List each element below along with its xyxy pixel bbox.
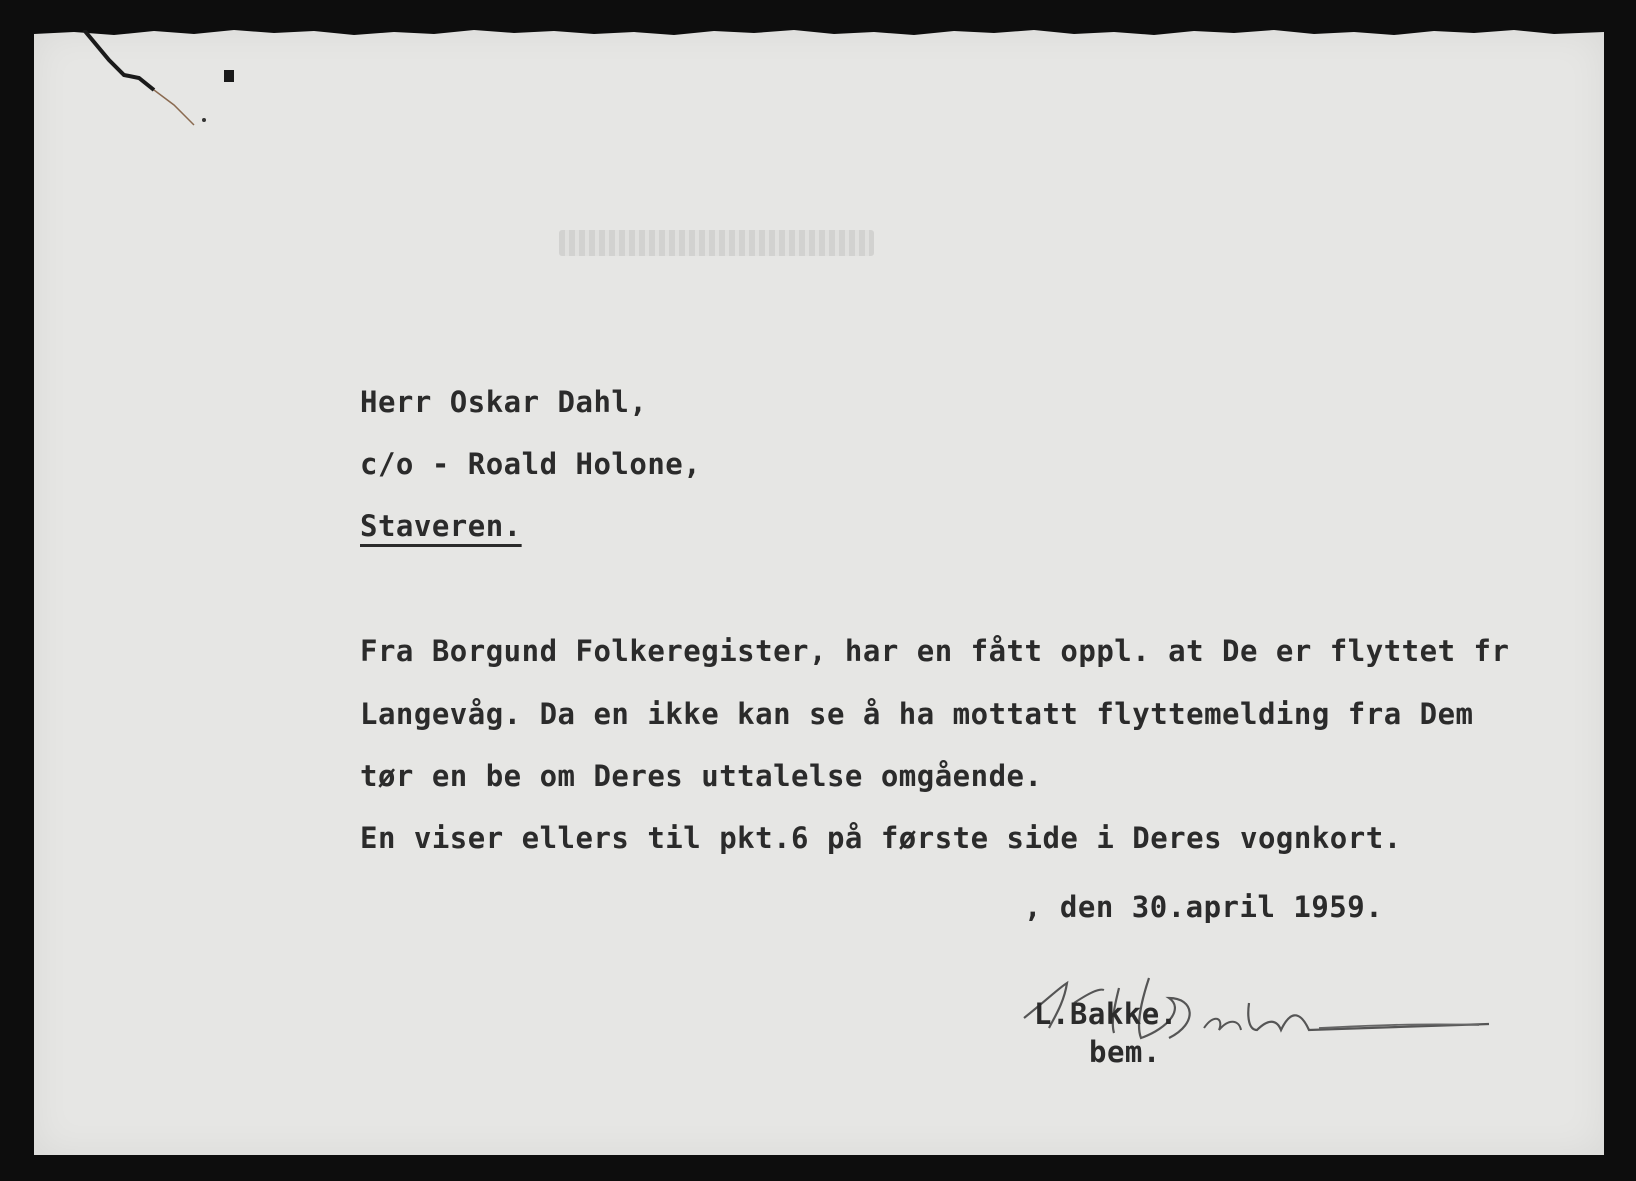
- signer-note: bem.: [1089, 1035, 1161, 1069]
- date-line: , den 30.april 1959.: [1024, 890, 1384, 924]
- body-line-1: Fra Borgund Folkeregister, har en fått oppl. at De er flyttet fr: [360, 634, 1510, 668]
- body-line-4: En viser ellers til pkt.6 på første side i Deres vognkort.: [360, 821, 1402, 855]
- signer-name: L.Bakke.: [1034, 997, 1178, 1031]
- faded-stamp: [559, 230, 874, 256]
- recipient-name: Herr Oskar Dahl,: [360, 385, 648, 419]
- recipient-care-of: c/o - Roald Holone,: [360, 447, 702, 481]
- recipient-place: Staveren.: [360, 509, 522, 543]
- torn-corner-mark: [64, 30, 244, 140]
- body-line-2: Langevåg. Da en ikke kan se å ha mottatt flyttemelding fra Dem: [360, 697, 1474, 731]
- letter-page: [34, 30, 1604, 1155]
- torn-edge: [34, 30, 1604, 40]
- body-line-3: tør en be om Deres uttalelse omgående.: [360, 759, 1043, 793]
